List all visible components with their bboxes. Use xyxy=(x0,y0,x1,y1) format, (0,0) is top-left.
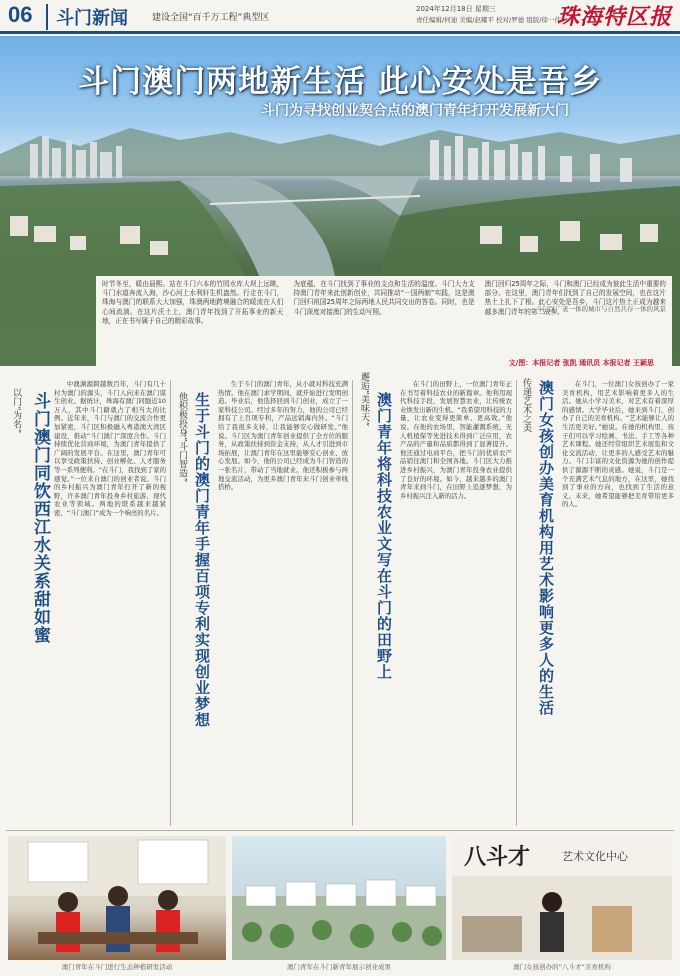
article-1-kicker: 以门“为名” xyxy=(11,388,21,434)
article-4-headline: 澳门女孩创办美育机构用艺术影响更多人的生活 xyxy=(537,380,555,716)
article-3-headline: 澳门青年将科技农业文写在斗门的田野上 xyxy=(375,392,393,680)
dateline: 2024年12月18日 星期三 xyxy=(416,5,496,13)
photo-3-sign: 八斗才 xyxy=(464,844,531,870)
photo-divider xyxy=(6,830,674,831)
newspaper-logo: 珠海特区报 xyxy=(556,4,672,30)
page-number: 06 xyxy=(8,2,33,27)
masthead xyxy=(0,0,680,34)
article-2-body: 生于斗门的澳门青年，从小就对科技充满热情。他在澳门求学期间，就开始进行发明创造。毕业后，他选择回到斗门创业，成立了一家科技公司。经过多年的努力，他的公司已经拥有了上百项专利，产品远销海内外。“斗门给了我很多支持，让我能够安心做研发。”他说。斗门区为澳门青年创业提供了全方位的服务，从政策扶持到资金支持，从人才引进到市场拓展，让澳门青年在这里能够安心创业、放心发展。如今，他的公司已经成为斗门智造的一张名片，带动了当地就业。他还积极参与两地交流活动，为更多澳门青年来斗门创业牵线搭桥。 xyxy=(218,380,348,492)
column-divider xyxy=(352,380,353,826)
lead-column: 澳门回归25周年之际，斗门和澳门已经成为彼此生活中重要的部分。在这里，澳门青年们找到了自己的发展空间，也在这片热土上扎下了根。此心安处是吾乡，斗门这片热土正成为越来越多澳门青年的第二故乡。 xyxy=(484,280,666,316)
lead-column: 为底蕴，在斗门找到了事业的支点和生活的温度。斗门大力支持澳门青年来此创新创业，共同推动“一国两制”实践，这是澳门回归祖国25周年之际两地人民共同交出的答卷。同时，也是斗门深度对接澳门的生动写照。 xyxy=(293,280,475,316)
photo-3 xyxy=(452,836,672,960)
photo-2-caption: 澳门青年在斗门新青年展示创业成果 xyxy=(287,963,391,971)
photo-1-illustration xyxy=(8,836,226,960)
article-3-body: 在斗门的田野上，一位澳门青年正在书写着科技农业的新篇章。他利用现代科技手段，发展智慧农业，让传统农业焕发出新的生机。“我希望用科技的力量，让农业变得更简单、更高效。”他说。在他的农场里，智能灌溉系统、无人机植保等先进技术得到广泛应用，农产品的产量和品质都得到了显著提升。他还通过电商平台，把斗门的优质农产品销往澳门和全国各地。斗门区大力推进乡村振兴，为澳门青年投身农业提供了良好的环境。如今，越来越多的澳门青年来到斗门，在田野上追逐梦想，为乡村振兴注入新的活力。 xyxy=(400,380,512,500)
lead-column: 时节冬至，暖由晨熙。站在斗门六本的竹园水库大坝上远眺，斗门水道奔流入海，沙心河上水利轩生机盎然。行走在斗门，珠海与澳门的联系大大加强，珠澳两地跨境融合的暖流在人们心间流淌。在这片沃土上，澳门青年找到了开拓事业的新天地，正在书写属于自己的精彩故事。 xyxy=(102,280,284,325)
main-subhead: 斗门为寻找创业契合点的澳门青年打开发展新大门 xyxy=(261,103,569,119)
main-headline: 斗门澳门两地新生活 此心安处是吾乡 xyxy=(78,64,602,100)
article-1-body: 中澳渊源跨越数百年，斗门有几十村为澳门的源头，斗门人向来在澳门谋生创业。据统计，珠海有澳门同胞近10万人，其中斗门籍就占了相当大的比例。近年来，斗门与澳门的交流合作更加紧密，斗门区积极融入粤港澳大湾区建设，推动“斗门澳门”深度合作。斗门持续优化营商环境，为澳门青年提供了广阔的发展平台。在这里，澳门青年可以享受政策扶持、创业孵化、人才服务等一系列便利。“在斗门，我找到了家的感觉。”一位来自澳门的创业者说。斗门的乡村振兴为澳门青年打开了新的视野，许多澳门青年投身乡村旅游、现代农业等领域。两地的联系越来越紧密，“斗门澳门”成为一个响亮的名片。 xyxy=(54,380,166,517)
photo-3-caption: 澳门女孩创办的“八斗才”美育机构 xyxy=(513,963,611,971)
article-2-headline: 生于斗门的澳门青年手握百项专利实现创业梦想 xyxy=(193,392,211,728)
subsection-label: 建设全国“百千万工程”典型区 xyxy=(152,13,270,23)
byline: 文/图：本报记者 张凯 通讯员 本报记者 王颖思 xyxy=(508,359,654,367)
lead-block xyxy=(96,276,672,372)
editor-line: 责任编辑/何迪 美编/赵耀平 校对/罗德 组版/徐一伟 xyxy=(416,16,561,24)
article-3-kicker: 邂逅”美味天” xyxy=(359,372,369,427)
article-4-body: 在斗门，一位澳门女孩创办了一家美育机构，用艺术影响着更多人的生活。她从小学习美术，对艺术有着深厚的感情。大学毕业后，她来到斗门，创办了自己的美育机构。“艺术能够让人的生活更美好。”她说。在她的机构里，孩子们可以学习绘画、书法、手工等各种艺术课程。她还经常组织艺术展览和文化交流活动，让更多的人感受艺术的魅力。斗门丰富的文化资源为她的创作提供了源源不断的灵感。她说，斗门是一个充满艺术气息的地方，在这里，她找到了事业的方向，也找到了生活的意义。未来，她希望能够把美育带给更多的人。 xyxy=(562,380,674,509)
article-4-kicker: 传递艺术之美 xyxy=(521,378,531,432)
photo-1 xyxy=(8,836,226,960)
column-divider xyxy=(170,380,171,826)
photo-3-sign-sub: 艺术文化中心 xyxy=(562,850,628,863)
photo-2 xyxy=(232,836,446,960)
section-title: 斗门新闻 xyxy=(46,4,128,30)
column-divider xyxy=(516,380,517,826)
article-2-kicker: 他积极投身”斗门智造” xyxy=(177,392,187,483)
photo-2-illustration xyxy=(232,836,446,960)
photo-1-caption: 澳门青年在斗门进行生态种植研发活动 xyxy=(61,963,173,971)
article-1-headline: 斗门澳门同饮西江水关系甜如蜜 xyxy=(30,392,50,644)
hero-caption: 斗门区广袤一体的城市与自然共存一体的风景 xyxy=(536,305,666,313)
header-rule xyxy=(0,31,680,34)
